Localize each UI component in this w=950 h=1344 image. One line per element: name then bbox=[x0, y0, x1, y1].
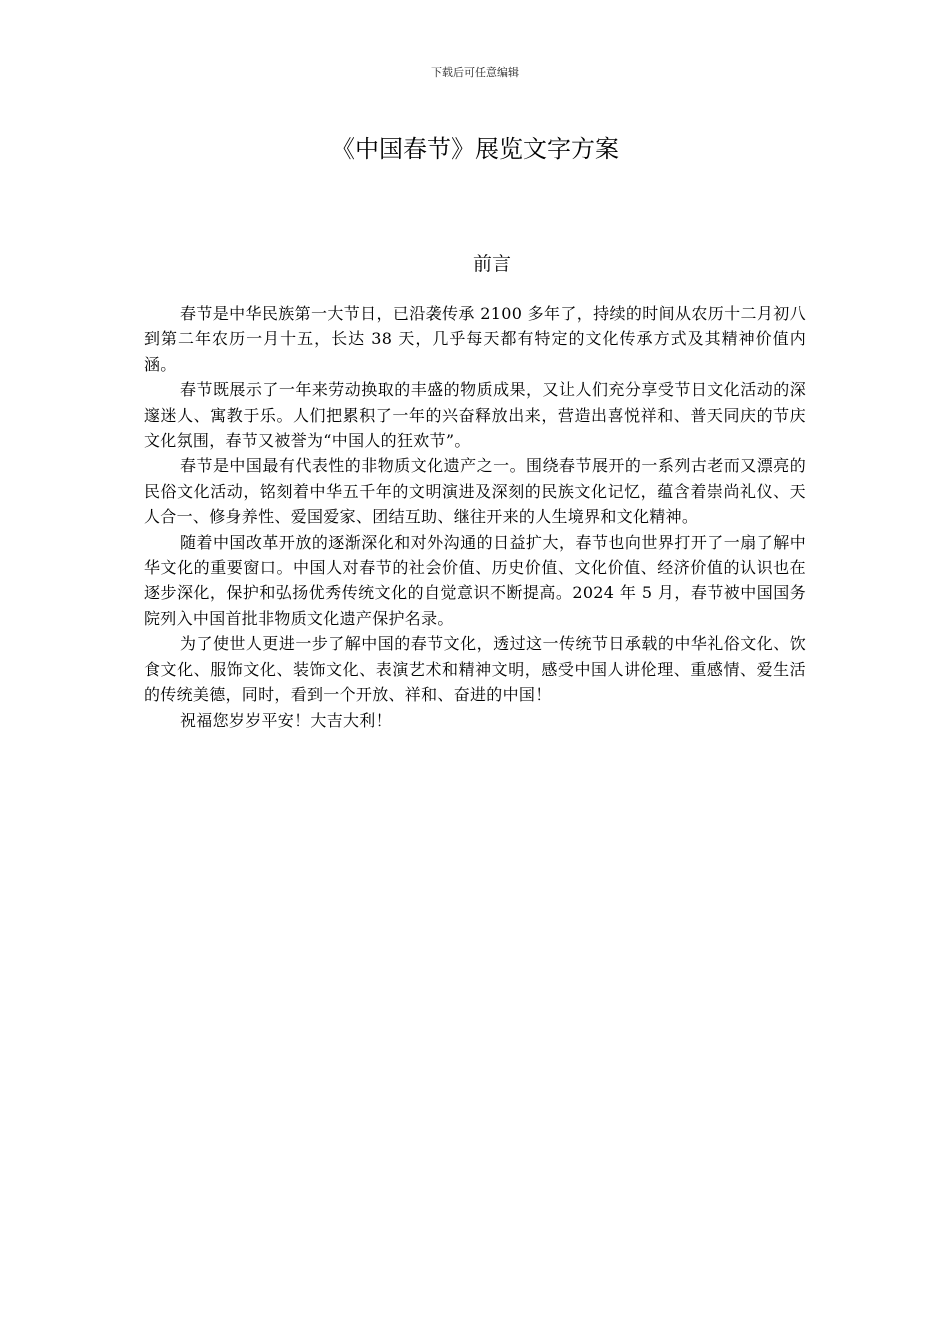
document-title: 《中国春节》展览文字方案 bbox=[331, 135, 619, 163]
body-text bbox=[144, 301, 806, 733]
paragraph-3: 春节是中国最有代表性的非物质文化遗产之一。围绕春节展开的一系列古老而又漂亮的民俗文化活动，铭刻着中华五千年的文明演进及深刻的民族文化记忆，蕴含着崇尚礼仪、天人合一、修身养性、爱国爱家、团结互助、继往开来的人生境界和文化精神。 bbox=[144, 456, 806, 527]
paragraph-6-blessing: 祝福您岁岁平安！大吉大利！ bbox=[180, 710, 392, 730]
section-heading-preface: 前言 bbox=[472, 253, 511, 275]
paragraph-5: 为了使世人更进一步了解中国的春节文化，透过这一传统节日承载的中华礼俗文化、饮食文化、服饰文化、装饰文化、表演艺术和精神文明，感受中国人讲伦理、重感情、爱生活的传统美德，同时，看到一个开放、祥和、奋进的中国！ bbox=[144, 634, 806, 705]
header-note: 下载后可任意编辑 bbox=[431, 66, 519, 79]
paragraph-1: 春节是中华民族第一大节日，已沿袭传承 2100 多年了，持续的时间从农历十二月初八到第二年农历一月十五，长达 38 天，几乎每天都有特定的文化传承方式及其精神价值内涵。 bbox=[144, 304, 806, 374]
paragraph-2: 春节既展示了一年来劳动换取的丰盛的物质成果，又让人们充分享受节日文化活动的深邃迷人、寓教于乐。人们把累积了一年的兴奋释放出来，营造出喜悦祥和、普天同庆的节庆文化氛围，春节又被誉为“中国人的狂欢节”。 bbox=[144, 380, 806, 451]
paragraph-4: 随着中国改革开放的逐渐深化和对外沟通的日益扩大，春节也向世界打开了一扇了解中华文化的重要窗口。中国人对春节的社会价值、历史价值、文化价值、经济价值的认识也在逐步深化，保护和弘扬优秀传统文化的自觉意识不断提高。2024 年 5 月，春节被中国国务院列入中国首批非物质文化遗产保护名录。 bbox=[144, 532, 806, 628]
